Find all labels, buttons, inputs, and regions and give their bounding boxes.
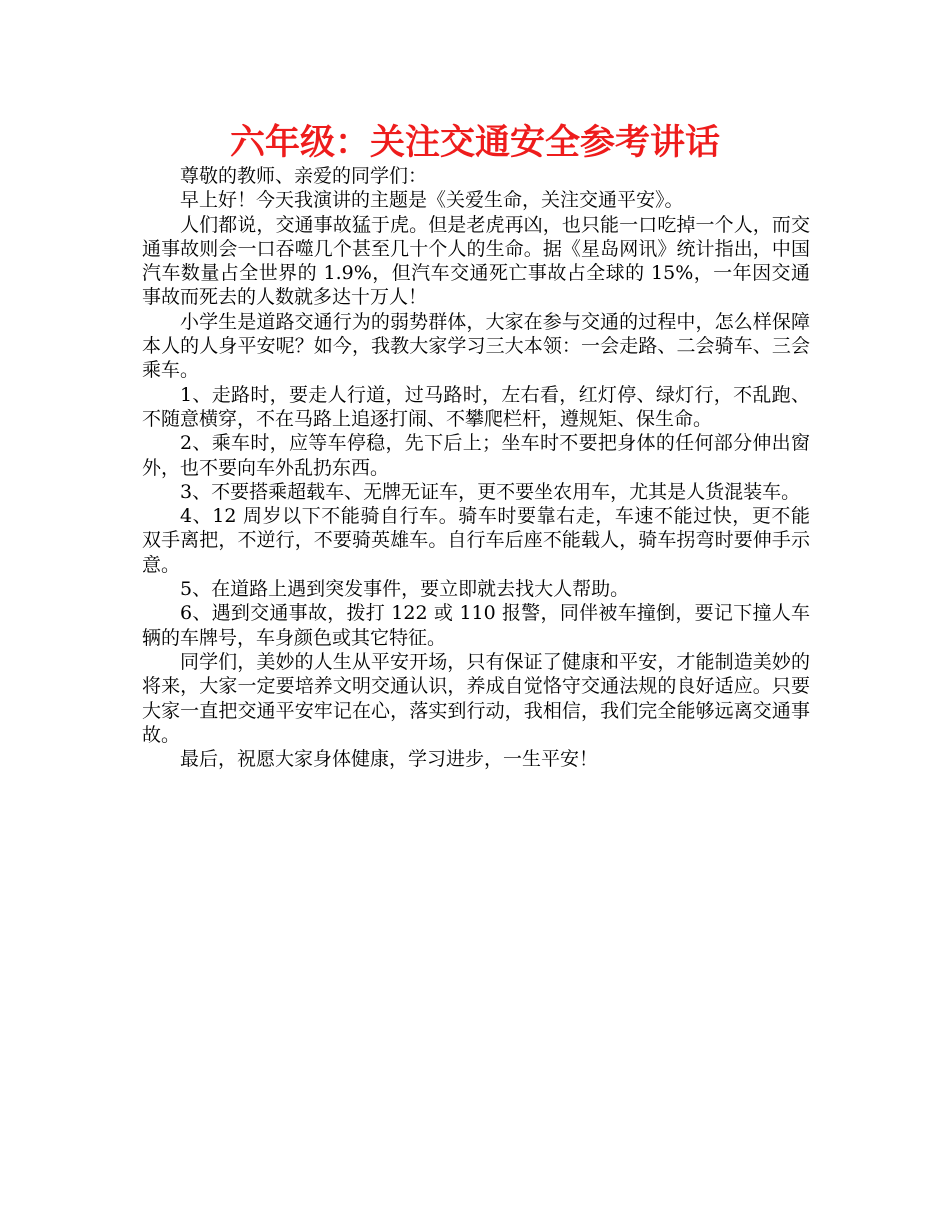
document-body — [142, 164, 810, 771]
rule-no-overloaded: 3、不要搭乘超载车、无牌无证车，更不要坐农用车，尤其是人货混装车。 — [180, 480, 801, 503]
paragraph-skills: 小学生是道路交通行为的弱势群体，大家在参与交通的过程中，怎么样保障本人的人身平安呢？如今，我教大家学习三大本领：一会走路、二会骑车、三会乘车。 — [142, 310, 810, 382]
rule-walking: 1、走路时，要走人行道，过马路时，左右看，红灯停、绿灯行，不乱跑、不随意横穿，不在马路上追逐打闹、不攀爬栏杆，遵规矩、保生命。 — [142, 383, 810, 430]
rule-bicycle: 4、12 周岁以下不能骑自行车。骑车时要靠右走，车速不能过快，更不能双手离把，不逆行，不要骑英雄车。自行车后座不能载人，骑车拐弯时要伸手示意。 — [142, 505, 810, 576]
salutation: 尊敬的教师、亲爱的同学们： — [180, 165, 428, 187]
paragraph-conclusion: 同学们，美妙的人生从平安开场，只有保证了健康和平安，才能制造美妙的将来，大家一定要培养文明交通认识，养成自觉恪守交通法规的良好适应。只要大家一直把交通平安牢记在心，落实到行动，我相信，我们完全能够远离交通事故。 — [142, 650, 810, 746]
paragraph-closing: 最后，祝愿大家身体健康，学习进步，一生平安！ — [180, 748, 599, 771]
document-title: 六年级：关注交通安全参考讲话 — [229, 123, 720, 163]
rule-emergency: 5、在道路上遇到突发事件，要立即就去找大人帮助。 — [180, 578, 630, 601]
paragraph-greeting: 早上好！今天我演讲的主题是《关爱生命，关注交通平安》。 — [180, 189, 684, 212]
paragraph-intro: 人们都说，交通事故猛于虎。但是老虎再凶，也只能一口吃掉一个人，而交通事故则会一口吞噬几个甚至几十个人的生命。据《星岛网讯》统计指出，中国汽车数量占全世界的 1.9%，但汽车交通死亡事故占全球的 15%，一年因交通事故而死去的人数就多达十万人！ — [142, 213, 810, 309]
rule-accident: 6、遇到交通事故，拨打 122 或 110 报警，同伴被车撞倒，要记下撞人车辆的车牌号，车身颜色或其它特征。 — [142, 602, 810, 649]
rule-riding-bus: 2、乘车时，应等车停稳，先下后上；坐车时不要把身体的任何部分伸出窗外，也不要向车外乱扔东西。 — [142, 432, 810, 479]
